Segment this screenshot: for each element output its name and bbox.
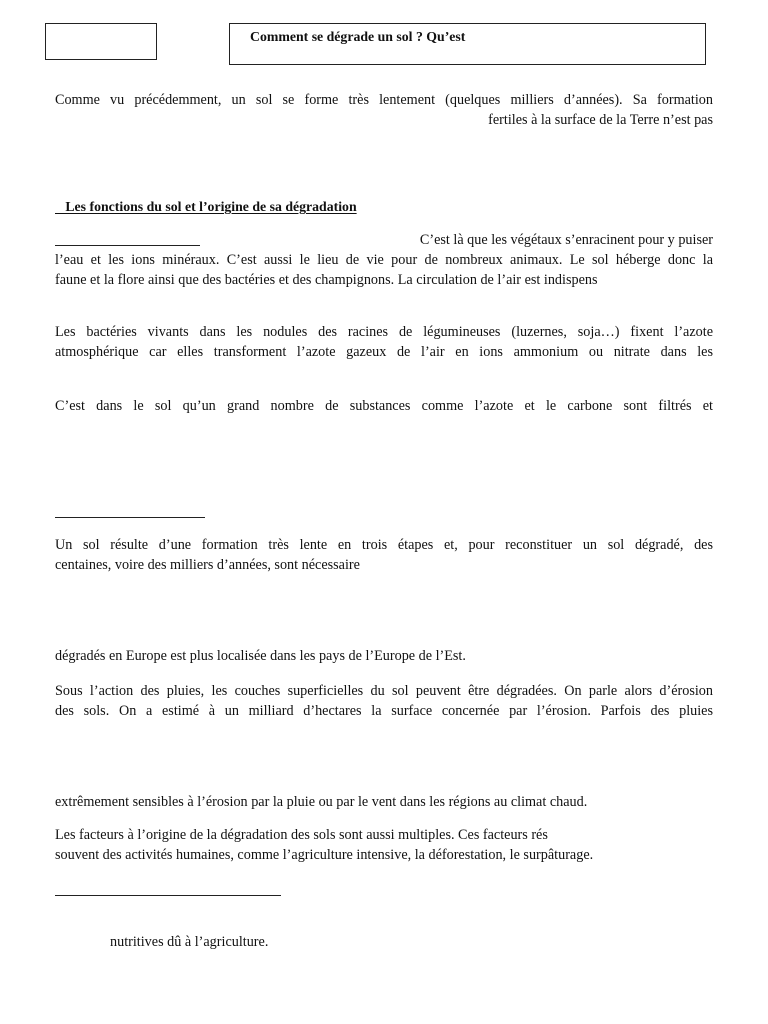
- paragraph-7-line-1: extrêmement sensibles à l’érosion par la pluie ou par le vent dans les régions au climat chaud.: [55, 794, 588, 810]
- paragraph-2-line-1: Les bactéries vivants dans les nodules des racines de légumineuses (luzernes, soja…) fixent l’azote: [55, 324, 713, 340]
- paragraph-9-line-1: nutritives dû à l’agriculture.: [110, 934, 269, 950]
- fill-in-blank-1: [55, 245, 200, 246]
- paragraph-5-line-1: dégradés en Europe est plus localisée dans les pays de l’Europe de l’Est.: [55, 648, 466, 664]
- paragraph-6-line-2: des sols. On a estimé à un milliard d’hectares la surface concernée par l’érosion. Parfois des pluies: [55, 703, 713, 719]
- section-heading: Les fonctions du sol et l’origine de sa dégradation: [55, 199, 357, 214]
- paragraph-1-line-1: C’est là que les végétaux s’enracinent pour y puiser: [419, 232, 713, 248]
- header-empty-box: [45, 23, 157, 60]
- fill-in-blank-3: [55, 895, 281, 896]
- paragraph-8-line-1: Les facteurs à l’origine de la dégradation des sols sont aussi multiples. Ces facteurs rés: [55, 827, 548, 843]
- paragraph-2-line-2: atmosphérique car elles transforment l’azote gazeux de l’air en ions ammonium ou nitrate dans les: [55, 344, 713, 360]
- paragraph-4-line-2: centaines, voire des milliers d’années, sont nécessaire: [55, 557, 360, 573]
- intro-line-1: Comme vu précédemment, un sol se forme très lentement (quelques milliers d’années). Sa formation: [55, 92, 713, 108]
- paragraph-8-line-2: souvent des activités humaines, comme l’agriculture intensive, la déforestation, le surpâturage.: [55, 847, 594, 863]
- paragraph-3-line-1: C’est dans le sol qu’un grand nombre de substances comme l’azote et le carbone sont filtrés et: [55, 398, 713, 414]
- paragraph-6-line-1: Sous l’action des pluies, les couches superficielles du sol peuvent être dégradées. On parle alors d’érosion: [55, 683, 713, 699]
- page-title: Comment se dégrade un sol ? Qu’est: [250, 29, 466, 44]
- fill-in-blank-2: [55, 517, 205, 518]
- intro-line-2: fertiles à la surface de la Terre n’est pas: [488, 112, 713, 128]
- paragraph-4-line-1: Un sol résulte d’une formation très lente en trois étapes et, pour reconstituer un sol dégradé, des: [55, 537, 713, 553]
- paragraph-1-line-2: l’eau et les ions minéraux. C’est aussi le lieu de vie pour de nombreux animaux. Le sol héberge donc la: [55, 252, 713, 268]
- paragraph-1-line-3: faune et la flore ainsi que des bactéries et des champignons. La circulation de l’air est indispens: [55, 272, 598, 288]
